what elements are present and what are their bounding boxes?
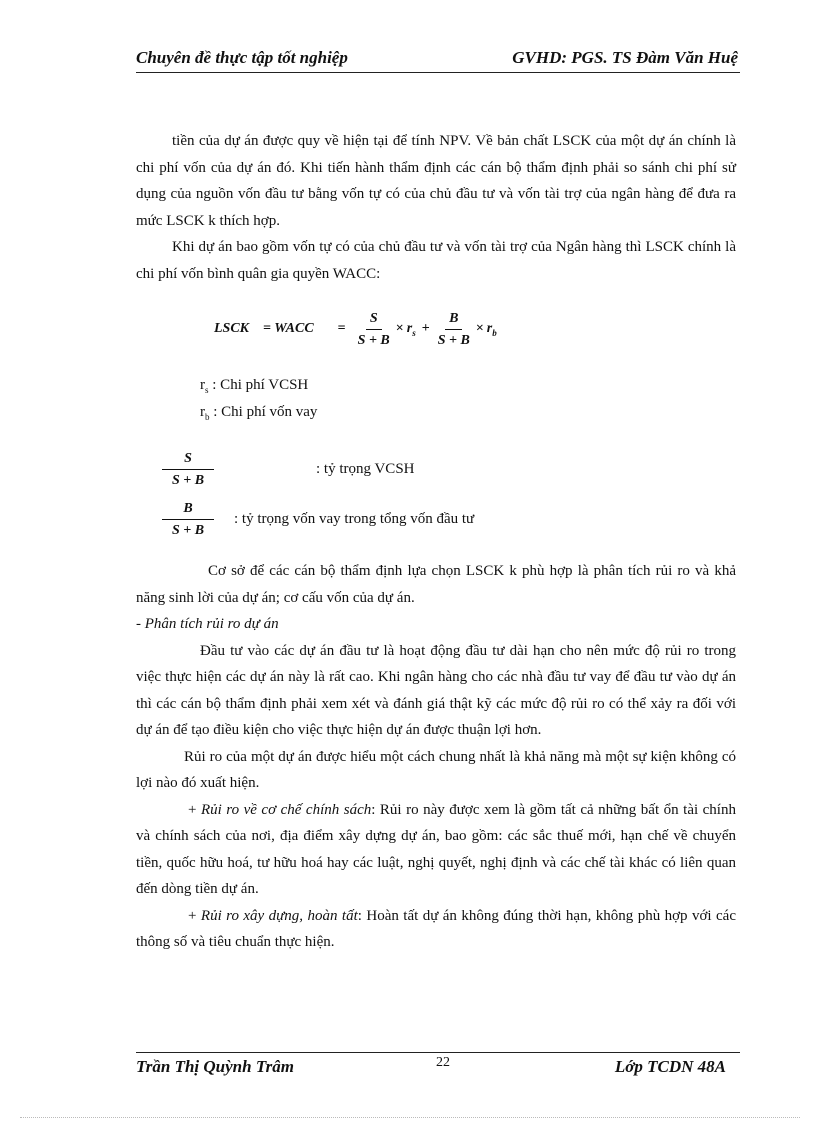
fraction-denominator: S + B	[437, 332, 470, 348]
footer-author: Trần Thị Quỳnh Trâm	[136, 1057, 294, 1076]
legend-letter: r	[200, 404, 205, 420]
formula-equals: =	[337, 321, 346, 336]
risk-section	[136, 558, 736, 956]
rate-symbol	[487, 321, 497, 338]
construction-risk-text: : Hoàn tất dự án không đúng thời hạn, không phù hợp với các thông số và tiêu chuẩn thực hiện.	[136, 907, 736, 950]
wacc-formula	[214, 306, 574, 352]
legend-description: : Chi phí VCSH	[208, 377, 309, 393]
times-sign: ×	[475, 321, 484, 336]
ratio-fraction	[162, 500, 214, 539]
page-footer	[136, 1052, 740, 1079]
formula-fraction-debt	[434, 310, 474, 349]
fraction-numerator: S	[162, 450, 214, 470]
fraction-numerator: S	[366, 310, 382, 330]
rate-letter: r	[406, 320, 413, 336]
policy-risk-text: : Rủi ro này được xem là gồm tất cả những bất ổn tài chính và chính sách của nơi, địa điểm xây dựng dự án, bao gồm: các sắc thuế mới, hạn chế về chuyển tiền, quốc hữu hoá, tư hữu hoá hay các luật, nghị quyết, nghị định và các chế tài khác có liên quan đến dòng tiền dự án.	[136, 801, 736, 897]
ratio-equity	[160, 450, 415, 489]
page-number: 22	[436, 1055, 450, 1070]
legend-symbol	[200, 377, 209, 393]
section-heading-risk: - Phân tích rủi ro dự án	[136, 616, 279, 632]
paragraph-basis: Cơ sở để các cán bộ thẩm định lựa chọn LSCK k phù hợp là phân tích rủi ro và khả năng sinh lời của dự án; cơ cấu vốn của dự án.	[136, 563, 736, 606]
legend-description: : Chi phí vốn vay	[209, 404, 318, 420]
rate-letter: r	[486, 320, 493, 336]
construction-risk-label: Rủi ro xây dựng, hoàn tất	[200, 907, 358, 924]
fraction-numerator: B	[162, 500, 214, 520]
paragraph-risk-intro: Đầu tư vào các dự án đầu tư là hoạt động đầu tư dài hạn cho nên mức độ rủi ro trong việc thực hiện các dự án này là rất cao. Khi ngân hàng cho các nhà đầu tư vay để đầu tư vào dự án thì các cán bộ thẩm định phải xem xét và đánh giá thật kỹ các mức độ rủi ro có thể xảy ra đối với dự án để tạo điều kiện cho việc thực hiện dự án được thuận lợi hơn.	[136, 642, 736, 738]
paragraph-policy-risk	[136, 797, 736, 903]
plus-sign: +	[421, 321, 430, 336]
paragraph-wacc-intro: Khi dự án bao gồm vốn tự có của chủ đầu tư và vốn tài trợ của Ngân hàng thì LSCK chính là chi phí vốn bình quân gia quyền WACC:	[136, 239, 736, 282]
formula-fraction-equity	[354, 310, 394, 349]
policy-risk-label: Rủi ro về cơ chế chính sách	[200, 801, 372, 818]
formula-wacc: = WACC	[263, 321, 314, 336]
ratio-fraction	[162, 450, 214, 489]
fraction-denominator: S + B	[171, 523, 205, 538]
formula-lhs: LSCK	[214, 321, 250, 336]
page-edge-divider	[20, 1117, 800, 1118]
rate-symbol	[407, 321, 416, 338]
fraction-denominator: S + B	[171, 473, 205, 488]
intro-block	[136, 128, 736, 287]
legend-rs	[200, 377, 308, 395]
legend-subscript: b	[205, 412, 210, 422]
legend-rb	[200, 404, 317, 422]
times-sign: ×	[395, 321, 404, 336]
rate-subscript: s	[412, 327, 416, 338]
ratio-description: : tỷ trọng VCSH	[316, 461, 415, 477]
legend-letter: r	[200, 377, 205, 393]
fraction-numerator: B	[445, 310, 462, 330]
bullet-prefix: +	[188, 907, 201, 924]
ratio-description: : tỷ trọng vốn vay trong tổng vốn đầu tư	[234, 511, 475, 527]
ratio-debt	[160, 500, 474, 539]
legend-subscript: s	[205, 385, 209, 395]
footer-class: Lớp TCDN 48A	[614, 1057, 726, 1076]
fraction-denominator: S + B	[357, 332, 390, 348]
rate-subscript: b	[492, 327, 497, 338]
page-header	[136, 48, 740, 73]
header-thesis-title: Chuyên đề thực tập tốt nghiệp	[136, 48, 348, 67]
paragraph-construction-risk	[136, 903, 736, 956]
bullet-prefix: +	[188, 801, 201, 818]
legend-symbol	[200, 404, 210, 420]
header-supervisor: GVHD: PGS. TS Đàm Văn Huệ	[512, 48, 738, 67]
paragraph-risk-definition: Rủi ro của một dự án được hiểu một cách chung nhất là khả năng mà một sự kiện không có lợi nào đó xuất hiện.	[136, 748, 736, 791]
paragraph-npv: tiền của dự án được quy về hiện tại để tính NPV. Về bản chất LSCK của một dự án chính là chi phí vốn của dự án đó. Khi tiến hành thẩm định các cán bộ thẩm định phải so sánh chi phí sử dụng của nguồn vốn đầu tư bằng vốn tự có của chủ đầu tư và vốn tài trợ của ngân hàng để đưa ra mức LSCK k thích hợp.	[136, 133, 736, 229]
